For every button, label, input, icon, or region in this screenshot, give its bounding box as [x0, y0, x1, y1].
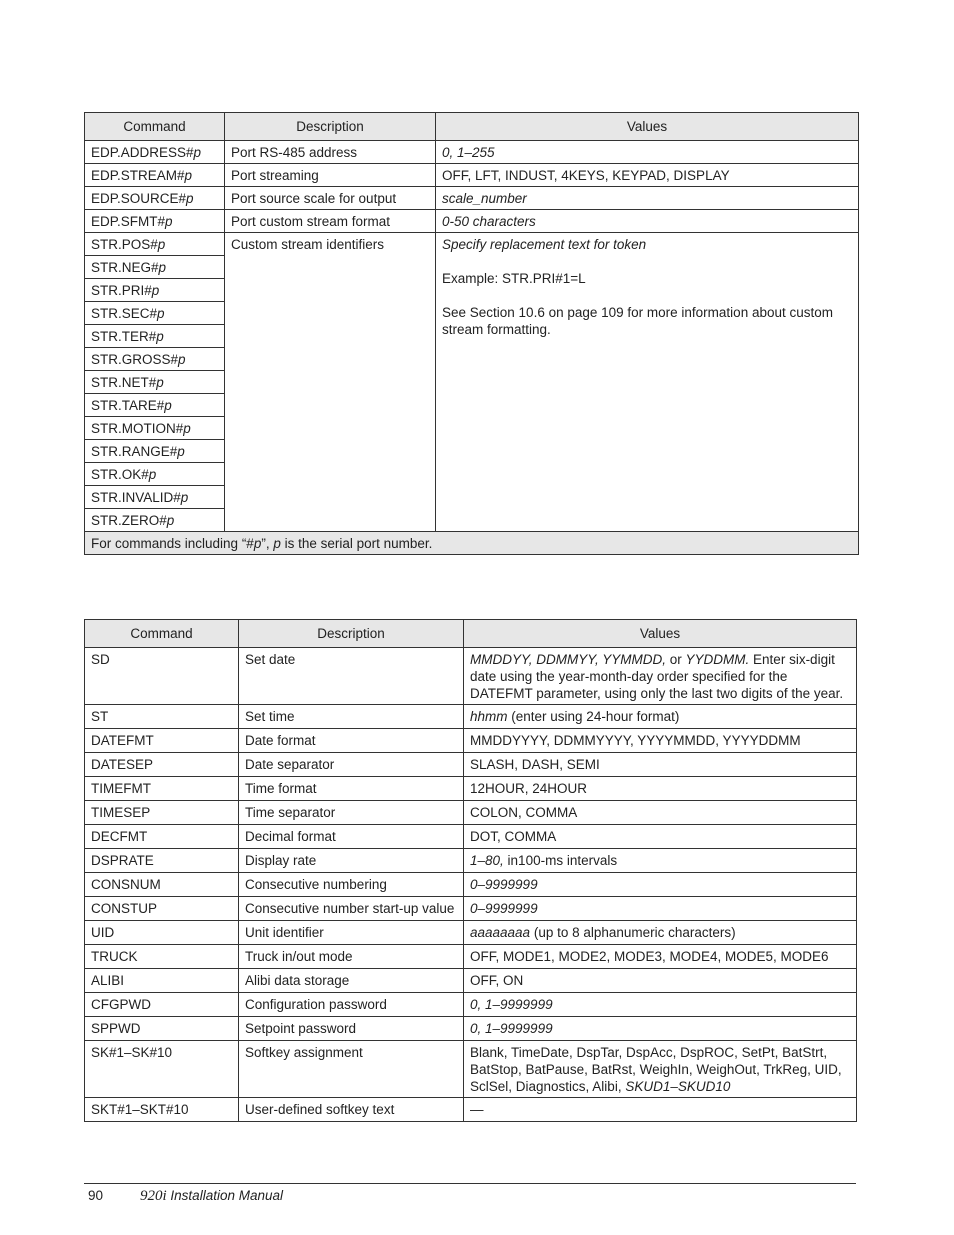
table-header-row [85, 620, 857, 648]
command-cell [85, 417, 225, 440]
command-text: ALIBI [91, 973, 125, 988]
command-cell [85, 993, 239, 1017]
description-text: Set date [245, 652, 296, 667]
header-values: Values [464, 620, 857, 648]
command-text: STR.MOTION# [91, 421, 184, 436]
command-text: DSPRATE [91, 853, 154, 868]
port-param: p [183, 421, 191, 436]
description-cell [239, 873, 464, 897]
description-text: Set time [245, 709, 295, 724]
values-line: Example: STR.PRI#1=L [442, 271, 586, 286]
values-text: scale_number [442, 191, 527, 206]
command-cell [85, 1098, 239, 1122]
table-row [85, 164, 859, 187]
note-text: ”, [261, 536, 274, 551]
description-text: Decimal format [245, 829, 336, 844]
port-param: p [158, 260, 167, 275]
description-text: Date format [245, 733, 316, 748]
port-param: p [164, 398, 172, 413]
values-cell [464, 873, 857, 897]
description-cell [239, 849, 464, 873]
command-text: CFGPWD [91, 997, 151, 1012]
command-cell [85, 348, 225, 371]
command-cell [85, 873, 239, 897]
table-row [85, 777, 857, 801]
command-text: CONSTUP [91, 901, 158, 916]
description-cell [239, 777, 464, 801]
table-row [85, 801, 857, 825]
values-cell [464, 648, 857, 705]
command-cell [85, 509, 225, 532]
table-row [85, 1017, 857, 1041]
port-param: p [165, 214, 173, 229]
command-cell [85, 164, 225, 187]
values-cell [464, 705, 857, 729]
command-cell [85, 187, 225, 210]
header-command: Command [85, 113, 225, 141]
command-cell [85, 648, 239, 705]
command-cell [85, 897, 239, 921]
port-param: p [184, 168, 193, 183]
command-cell [85, 729, 239, 753]
table-header-row [85, 113, 859, 141]
command-text: STR.TER# [91, 329, 157, 344]
values-text: 0, 1–9999999 [470, 1021, 553, 1036]
values-cell [464, 993, 857, 1017]
values-text: MMDDYY, DDMMYY, YYMMDD, [470, 652, 667, 667]
values-text: or [666, 652, 686, 667]
command-cell [85, 753, 239, 777]
table-row [85, 753, 857, 777]
values-text: 1–80, [470, 853, 504, 868]
command-cell [85, 440, 225, 463]
description-cell [225, 141, 436, 164]
table-row [85, 648, 857, 705]
description-cell [239, 1098, 464, 1122]
table-row [85, 233, 859, 256]
values-text: 0-50 characters [442, 214, 536, 229]
description-text: Port streaming [231, 168, 319, 183]
command-text: EDP.ADDRESS# [91, 145, 194, 160]
values-cell [464, 825, 857, 849]
table-row [85, 141, 859, 164]
command-text: TRUCK [91, 949, 138, 964]
values-cell [464, 969, 857, 993]
table-row [85, 187, 859, 210]
values-cell [436, 141, 859, 164]
values-cell [464, 1041, 857, 1098]
values-text: SLASH, DASH, SEMI [470, 757, 600, 772]
values-cell [436, 187, 859, 210]
table-row [85, 969, 857, 993]
values-text: Enter six-digit date using the year-month-day order specified for the DATEFMT parameter, using only the last two digits of the year. [470, 652, 844, 701]
description-cell [239, 969, 464, 993]
command-cell [85, 921, 239, 945]
command-cell [85, 210, 225, 233]
values-cell [436, 233, 859, 532]
values-text: in100-ms intervals [503, 853, 618, 868]
command-text: ST [91, 709, 109, 724]
command-text: EDP.SOURCE# [91, 191, 187, 206]
command-cell [85, 463, 225, 486]
command-cell [85, 233, 225, 256]
values-text: OFF, MODE1, MODE2, MODE3, MODE4, MODE5, MODE6 [470, 949, 829, 964]
note-text: is the serial port number. [280, 536, 433, 551]
values-cell [464, 1098, 857, 1122]
command-cell [85, 279, 225, 302]
port-param: p [148, 467, 157, 482]
description-cell [225, 187, 436, 210]
values-text: 12HOUR, 24HOUR [470, 781, 588, 796]
values-text: OFF, ON [470, 973, 524, 988]
values-cell [464, 777, 857, 801]
command-cell [85, 1041, 239, 1098]
command-text: DECFMT [91, 829, 148, 844]
description-text: Configuration password [245, 997, 387, 1012]
description-text: Softkey assignment [245, 1045, 363, 1060]
description-cell [239, 705, 464, 729]
description-text: Alibi data storage [245, 973, 350, 988]
table-row [85, 945, 857, 969]
port-param: p [156, 375, 164, 390]
description-cell [239, 993, 464, 1017]
table-row [85, 705, 857, 729]
command-cell [85, 969, 239, 993]
command-cell [85, 777, 239, 801]
command-cell [85, 945, 239, 969]
values-text: 0, 1–9999999 [470, 997, 553, 1012]
table-row [85, 1098, 857, 1122]
port-param: p [157, 237, 166, 252]
description-text: Consecutive number start-up value [245, 901, 455, 916]
values-text: 0–9999999 [470, 901, 538, 916]
description-text: Time separator [245, 805, 336, 820]
manual-title: Installation Manual [166, 1188, 283, 1203]
command-text: SK#1–SK#10 [91, 1045, 173, 1060]
command-text: STR.RANGE# [91, 444, 178, 459]
description-text: Port custom stream format [231, 214, 391, 229]
description-cell [239, 921, 464, 945]
values-text: 0, 1–255 [442, 145, 495, 160]
command-text: SD [91, 652, 110, 667]
description-text: User-defined softkey text [245, 1102, 395, 1117]
port-param: p [186, 191, 194, 206]
table-general-commands [84, 619, 857, 1122]
description-text: Date separator [245, 757, 335, 772]
values-text: Blank, TimeDate, DspTar, DspAcc, DspROC, SetPt, BatStrt, BatStop, BatPause, BatRst, WeighIn, WeighOut, TrkReg, UID, SclSel, Diagnostics, Alibi, [470, 1045, 842, 1094]
command-text: STR.POS# [91, 237, 158, 252]
values-cell [436, 164, 859, 187]
command-text: CONSNUM [91, 877, 161, 892]
header-description: Description [225, 113, 436, 141]
note-text: p [273, 536, 281, 551]
page-footer [88, 1188, 283, 1205]
port-param: p [193, 145, 202, 160]
description-text: Custom stream identifiers [231, 237, 385, 252]
command-text: SPPWD [91, 1021, 141, 1036]
header-command: Command [85, 620, 239, 648]
header-values: Values [436, 113, 859, 141]
description-cell [239, 753, 464, 777]
description-text: Port RS-485 address [231, 145, 358, 160]
command-cell [85, 141, 225, 164]
description-cell [239, 729, 464, 753]
description-cell [239, 945, 464, 969]
description-text: Setpoint password [245, 1021, 357, 1036]
description-cell [239, 801, 464, 825]
values-cell [464, 1017, 857, 1041]
command-text: STR.NEG# [91, 260, 159, 275]
values-text: OFF, LFT, INDUST, 4KEYS, KEYPAD, DISPLAY [442, 168, 730, 183]
command-text: STR.SEC# [91, 306, 158, 321]
values-text: COLON, COMMA [470, 805, 578, 820]
values-text: aaaaaaaa [470, 925, 531, 940]
values-cell [464, 729, 857, 753]
description-text: Consecutive numbering [245, 877, 387, 892]
command-cell [85, 1017, 239, 1041]
values-cell [464, 801, 857, 825]
command-text: EDP.STREAM# [91, 168, 185, 183]
port-param: p [151, 283, 160, 298]
command-text: TIMEFMT [91, 781, 151, 796]
description-text: Unit identifier [245, 925, 324, 940]
command-cell [85, 486, 225, 509]
footer-divider [84, 1183, 856, 1184]
table-row [85, 993, 857, 1017]
command-text: DATESEP [91, 757, 154, 772]
values-text: 0–9999999 [470, 877, 538, 892]
values-cell [464, 753, 857, 777]
note-text: For commands including “# [91, 536, 254, 551]
values-text: SKUD1–SKUD10 [625, 1079, 731, 1094]
description-cell [239, 1041, 464, 1098]
values-text: (enter using 24-hour format) [507, 709, 680, 724]
table-row [85, 1041, 857, 1098]
table-row [85, 825, 857, 849]
command-cell [85, 394, 225, 417]
values-text: YYDDMM. [685, 652, 750, 667]
port-param: p [166, 513, 175, 528]
description-cell [239, 825, 464, 849]
command-cell [85, 705, 239, 729]
command-cell [85, 371, 225, 394]
values-cell [464, 849, 857, 873]
command-cell [85, 325, 225, 348]
command-text: STR.OK# [91, 467, 149, 482]
command-text: DATEFMT [91, 733, 154, 748]
values-cell [464, 945, 857, 969]
command-text: STR.NET# [91, 375, 157, 390]
table-row [85, 729, 857, 753]
port-param: p [178, 352, 186, 367]
table-note-row [85, 532, 859, 555]
command-text: SKT#1–SKT#10 [91, 1102, 189, 1117]
command-text: STR.INVALID# [91, 490, 181, 505]
values-line: See Section 10.6 on page 109 for more information about custom stream formatting. [442, 305, 833, 337]
description-text: Truck in/out mode [245, 949, 353, 964]
description-text: Time format [245, 781, 317, 796]
description-cell [225, 164, 436, 187]
command-cell [85, 849, 239, 873]
command-text: STR.GROSS# [91, 352, 179, 367]
table-edp-commands [84, 112, 859, 555]
values-text: — [470, 1102, 484, 1117]
values-text: (up to 8 alphanumeric characters) [530, 925, 736, 940]
table-row [85, 897, 857, 921]
port-param: p [156, 329, 164, 344]
command-text: TIMESEP [91, 805, 151, 820]
description-cell [225, 210, 436, 233]
values-line: Specify replacement text for token [442, 237, 647, 252]
command-text: UID [91, 925, 115, 940]
command-text: EDP.SFMT# [91, 214, 166, 229]
port-param: p [180, 490, 189, 505]
description-cell [225, 233, 436, 532]
values-text: DOT, COMMA [470, 829, 557, 844]
table-note [85, 532, 859, 555]
page-number: 90 [88, 1188, 104, 1203]
port-param: p [177, 444, 185, 459]
table-row [85, 210, 859, 233]
values-cell [464, 921, 857, 945]
port-param: p [157, 306, 165, 321]
table-row [85, 849, 857, 873]
spacer [442, 287, 852, 304]
command-cell [85, 256, 225, 279]
command-cell [85, 825, 239, 849]
command-cell [85, 801, 239, 825]
description-text: Port source scale for output [231, 191, 397, 206]
values-cell [464, 897, 857, 921]
command-text: STR.PRI# [91, 283, 152, 298]
command-cell [85, 302, 225, 325]
table-row [85, 873, 857, 897]
note-text: p [253, 536, 262, 551]
spacer [442, 253, 852, 270]
description-cell [239, 1017, 464, 1041]
values-cell [436, 210, 859, 233]
product-model: 920i [140, 1188, 167, 1204]
command-text: STR.ZERO# [91, 513, 167, 528]
table-row [85, 921, 857, 945]
header-description: Description [239, 620, 464, 648]
description-text: Display rate [245, 853, 317, 868]
values-text: hhmm [470, 709, 508, 724]
description-cell [239, 648, 464, 705]
command-text: STR.TARE# [91, 398, 165, 413]
values-text: MMDDYYYY, DDMMYYYY, YYYYMMDD, YYYYDDMM [470, 733, 801, 748]
description-cell [239, 897, 464, 921]
